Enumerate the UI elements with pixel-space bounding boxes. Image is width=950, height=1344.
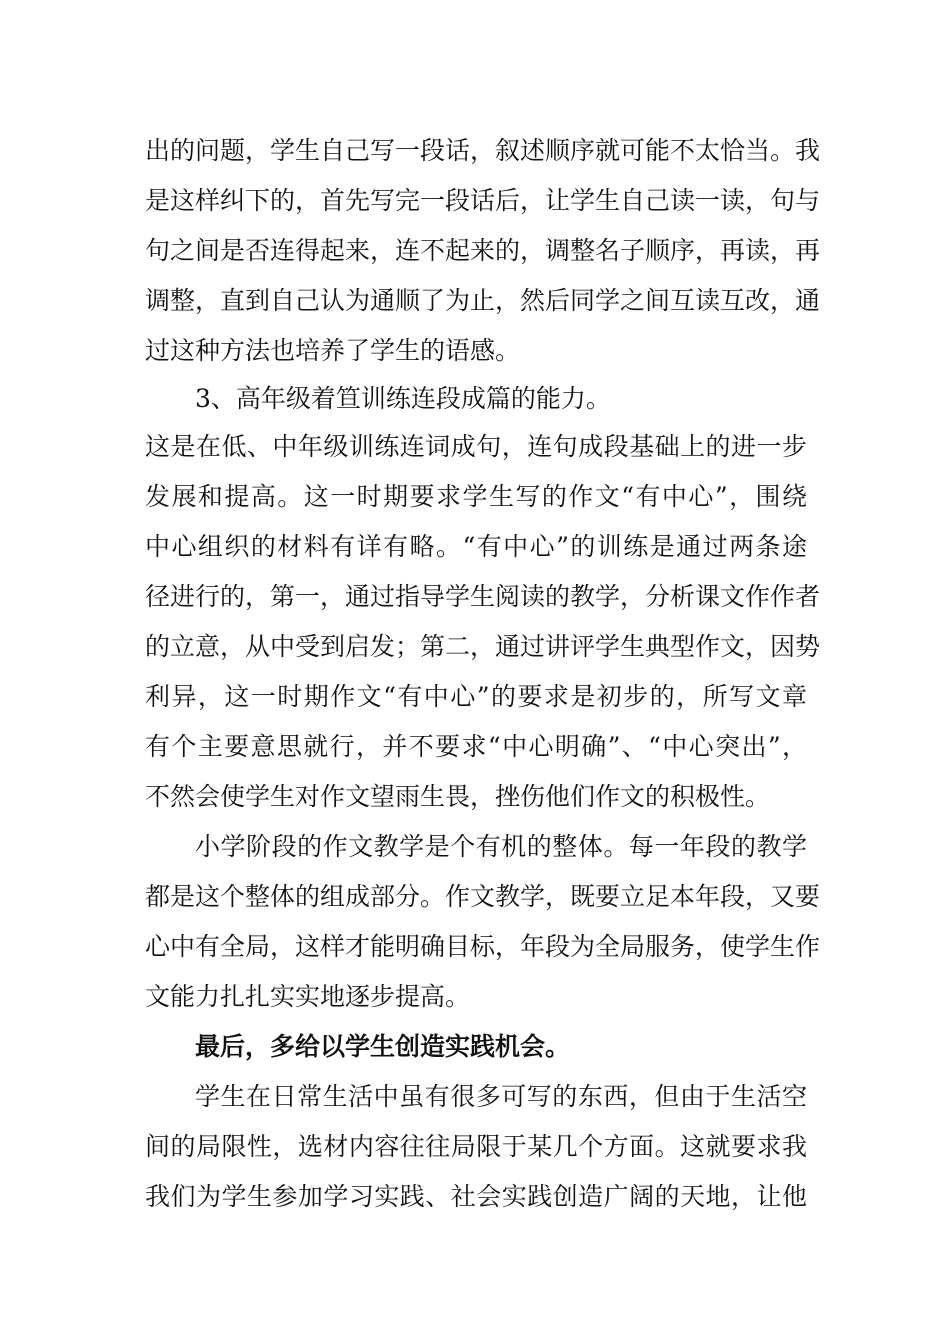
text-line: 不然会使学生对作文望雨生畏，挫伤他们作文的积极性。 <box>145 782 771 811</box>
text-line: 我们为学生参加学习实践、社会实践创造广阔的天地，让他 <box>145 1182 807 1211</box>
text-line: 句之间是否连得起来，连不起来的，调整名子顺序，再读，再 <box>145 236 821 265</box>
text-line: 过这种方法也培养了学生的语感。 <box>145 336 521 365</box>
text-line: 心中有全局，这样才能明确目标，年段为全局服务，使学生作 <box>145 932 821 961</box>
text-line: 的立意，从中受到启发；第二，通过讲评学生典型作文，因势 <box>145 632 821 661</box>
text-line: 发展和提高。这一时期要求学生写的作文“有中心”，围绕 <box>145 482 807 511</box>
text-line: 都是这个整体的组成部分。作文教学，既要立足本年段，又要 <box>145 882 821 911</box>
bold-heading: 最后，多给以学生创造实践机会。 <box>195 1032 571 1061</box>
text-line: 调整，直到自己认为通顺了为止，然后同学之间互读互改，通 <box>145 286 821 315</box>
text-line: 是这样纠下的，首先写完一段话后，让学生自己读一读，句与 <box>145 186 821 215</box>
text-line: 学生在日常生活中虽有很多可写的东西，但由于生活空 <box>195 1082 807 1111</box>
text-line: 这是在低、中年级训练连词成句，连句成段基础上的进一步 <box>145 432 807 461</box>
text-line: 中心组织的材料有详有略。“有中心”的训练是通过两条途 <box>145 532 807 561</box>
text-line: 出的问题，学生自己写一段话，叙述顺序就可能不太恰当。我 <box>145 136 821 165</box>
text-line: 间的局限性，选材内容往往局限于某几个方面。这就要求我 <box>145 1132 807 1161</box>
text-line: 利异，这一时期作文“有中心”的要求是初步的，所写文章 <box>145 682 807 711</box>
text-line: 小学阶段的作文教学是个有机的整体。每一年段的教学 <box>195 832 807 861</box>
text-line: 有个主要意思就行，并不要求“中心明确”、“中心突出”， <box>145 732 807 761</box>
text-line: 径进行的，第一，通过指导学生阅读的教学，分析课文作作者 <box>145 582 821 611</box>
text-line: 文能力扎扎实实地逐步提高。 <box>145 982 471 1011</box>
section-heading: 3、高年级着笪训练连段成篇的能力。 <box>195 384 611 413</box>
